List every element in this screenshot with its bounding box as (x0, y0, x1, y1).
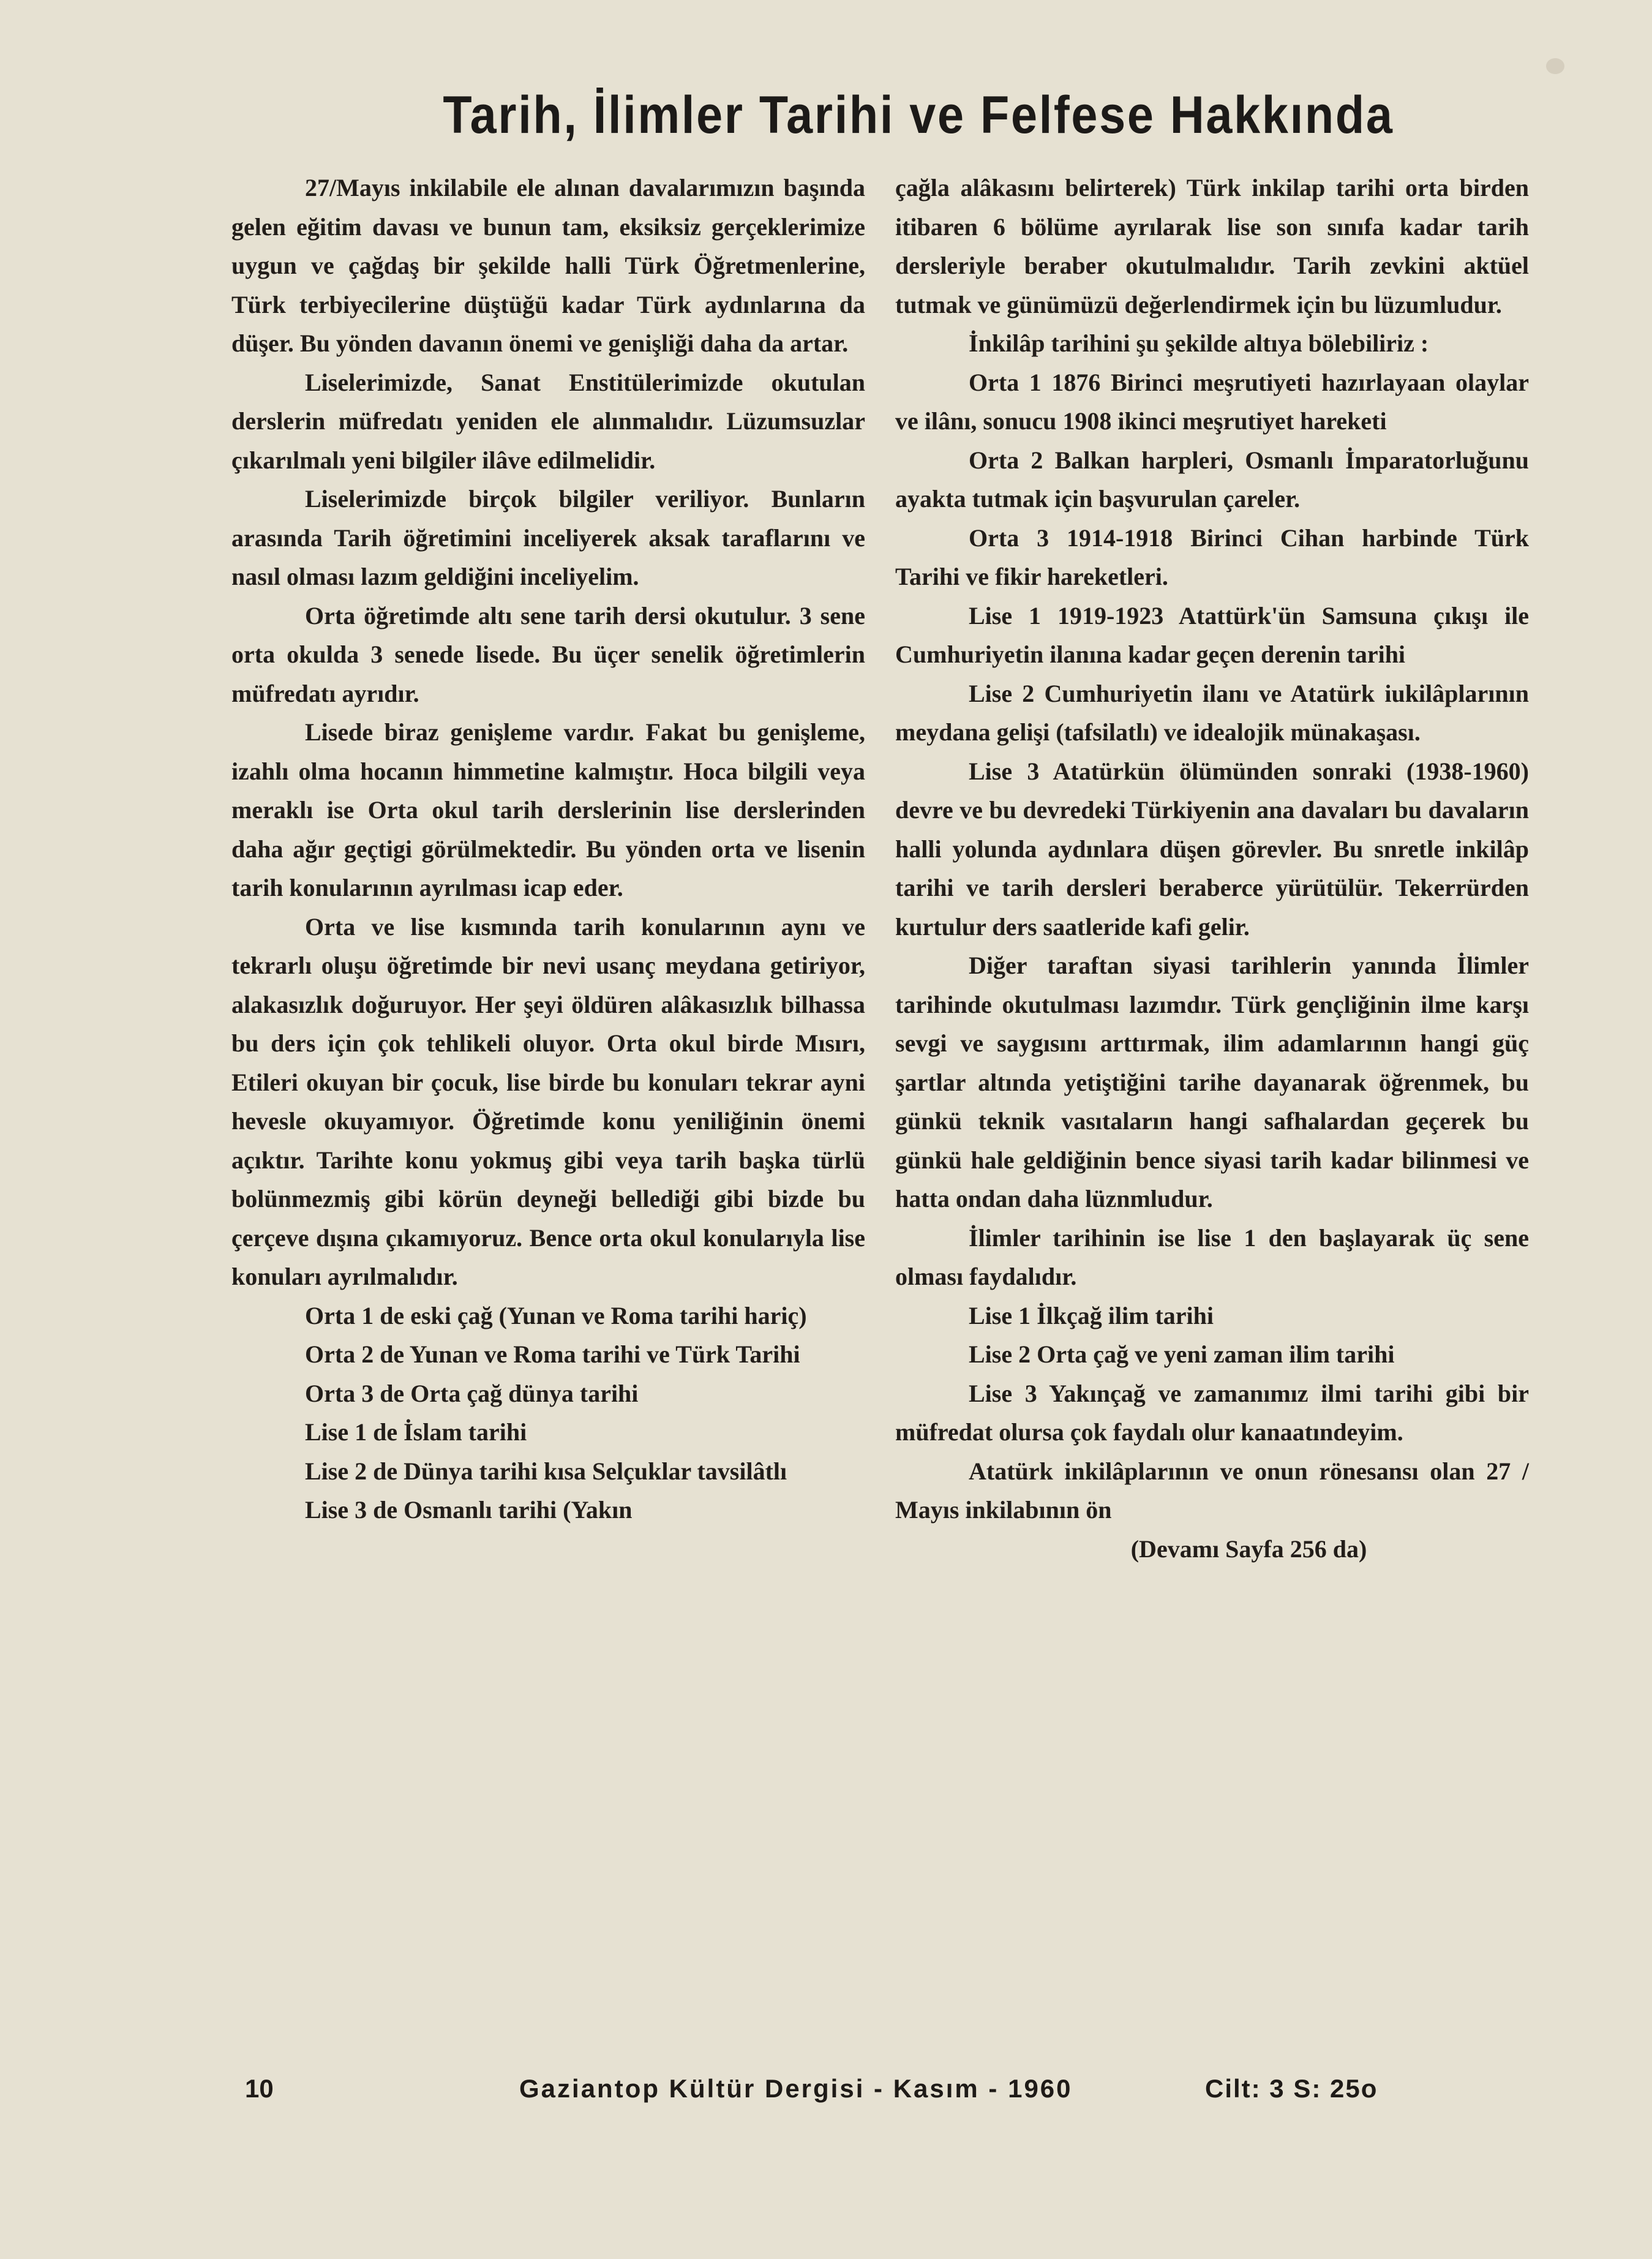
curriculum-item: Lise 1 1919-1923 Atattürk'ün Samsuna çıkışı ile Cumhuriyetin ilanına kadar geçen derenin tarihi (895, 601, 1529, 668)
curriculum-item: Lise 3 Atatürkün ölümünden sonraki (1938-1960) devre ve bu devredeki Türkiyenin ana davaları bu davaların halli yolunda aydınlara düşen görevler. Bu snretle inkilâp tarihi ve tarih dersleri beraberce yürütülür. Tekerrürden kurtulur ders saatleride kafi gelir. (895, 757, 1529, 941)
left-column (231, 168, 865, 1530)
curriculum-item: Orta 3 de Orta çağ dünya tarihi (305, 1379, 639, 1407)
paragraph: Orta ve lise kısmında tarih konularının aynı ve tekrarlı oluşu öğretimde bir nevi usanç meydana getiriyor, alakasızlık doğuruyor. Her şeyi öldüren alâkasızlık bilhassa bu ders için çok tehlikeli oluyor. Orta okul birde Mısırı, Etileri okuyan bir çocuk, lise birde bu konuları tekrar ayni hevesle okuyamıyor. Öğretimde konu yeniliğinin önemi açıktır. Tarihte konu yokmuş gibi veya tarih başka türlü bolünmezmiş gibi körün deyneği bellediği gibi bizde bu çerçeve dışına çıkamıyoruz. Bence orta okul konularıyla lise konuları ayrılmalıdır. (231, 912, 865, 1290)
curriculum-item: Lise 2 Cumhuriyetin ilanı ve Atatürk iukilâplarının meydana gelişi (tafsilatlı) ve idealojik münakaşası. (895, 679, 1529, 746)
paragraph: Liselerimizde birçok bilgiler veriliyor. Bunların arasında Tarih öğretimini inceliyerek aksak taraflarını ve nasıl olması lazım geldiğini inceliyelim. (231, 485, 865, 590)
paragraph: Liselerimizde, Sanat Enstitülerimizde okutulan derslerin müfredatı yeniden ele alınmalıdır. Lüzumsuzlar çıkarılmalı yeni bilgiler ilâve edilmelidir. (231, 368, 865, 474)
paragraph: Atatürk inkilâplarının ve onun rönesansı olan 27 / Mayıs inkilabının ön (895, 1457, 1529, 1524)
curriculum-item: Orta 2 Balkan harpleri, Osmanlı İmparatorluğunu ayakta tutmak için başvurulan çareler. (895, 446, 1529, 513)
curriculum-item: Lise 2 Orta çağ ve yeni zaman ilim tarihi (969, 1340, 1395, 1368)
paragraph: çağla alâkasını belirterek) Türk inkilap tarihi orta birden itibaren 6 bölüme ayrılarak lise son sınıfa kadar tarih dersleriyle beraber okutulmalıdır. Tarih zevkini aktüel tutmak ve günümüzü değerlendirmek için bu lüzumludur. (895, 174, 1529, 318)
curriculum-item: Lise 2 de Dünya tarihi kısa Selçuklar tavsilâtlı (305, 1457, 787, 1485)
curriculum-item: Lise 1 de İslam tarihi (305, 1418, 527, 1446)
curriculum-item: Orta 1 1876 Birinci meşrutiyeti hazırlayaan olaylar ve ilânı, sonucu 1908 ikinci meşrutiyet hareketi (895, 368, 1529, 435)
magazine-name: Gaziantop Kültür Dergisi - Kasım - 1960 (519, 2074, 1073, 2103)
paragraph: İnkilâp tarihini şu şekilde altıya bölebiliriz : (969, 329, 1429, 357)
curriculum-item: Orta 2 de Yunan ve Roma tarihi ve Türk Tarihi (305, 1340, 800, 1368)
volume-issue: Cilt: 3 S: 25o (1205, 2074, 1378, 2103)
curriculum-item: Lise 3 Yakınçağ ve zamanımız ilmi tarihi gibi bir müfredat olursa çok faydalı olur kanaatındeyim. (895, 1379, 1529, 1446)
curriculum-item: Orta 3 1914-1918 Birinci Cihan harbinde Türk Tarihi ve fikir hareketleri. (895, 524, 1529, 590)
paragraph: 27/Mayıs inkilabile ele alınan davalarımızın başında gelen eğitim davası ve bunun tam, eksiksiz gerçeklerimize uygun ve çağdaş bir şekilde halli Türk Öğretmenlerine, Türk terbiyecilerine düştüğü kadar Türk aydınlarına da düşer. Bu yönden davanın önemi ve genişliği daha da artar. (231, 174, 865, 357)
right-column (895, 168, 1529, 1568)
paragraph: Diğer taraftan siyasi tarihlerin yanında İlimler tarihinde okutulması lazımdır. Türk gençliğinin ilme karşı sevgi ve saygısını arttırmak, ilim adamlarının hangi güç şartlar altında yetiştiğini tarihe dayanarak öğrenmek, bu günkü teknik vasıtaların hangi safhalardan geçerek bu günkü hale geldiğinin bence siyasi tarih kadar bilinmesi ve hatta ondan daha lüznmludur. (895, 952, 1529, 1212)
curriculum-item: Lise 3 de Osmanlı tarihi (Yakın (305, 1496, 633, 1524)
page-footer (231, 2067, 1481, 2111)
paragraph: Lisede biraz genişleme vardır. Fakat bu genişleme, izahlı olma hocanın himmetine kalmıştır. Hoca bilgili veya meraklı ise Orta okul tarih derslerinin lise derslerinden daha ağır geçtigi görülmektedir. Bu yönden orta ve lisenin tarih konularının ayrılması icap eder. (231, 718, 865, 901)
curriculum-item: Lise 1 İlkçağ ilim tarihi (969, 1301, 1214, 1329)
article-title: Tarih, İlimler Tarihi ve Felfese Hakkında (443, 86, 1394, 145)
paragraph: Orta öğretimde altı sene tarih dersi okutulur. 3 sene orta okulda 3 senede lisede. Bu üçer senelik öğretimlerin müfredatı ayrıdır. (231, 601, 865, 707)
page-number: 10 (245, 2074, 274, 2103)
paragraph: İlimler tarihinin ise lise 1 den başlayarak üç sene olması faydalıdır. (895, 1223, 1529, 1290)
continued-note: (Devamı Sayfa 256 da) (1130, 1535, 1367, 1563)
curriculum-item: Orta 1 de eski çağ (Yunan ve Roma tarihi hariç) (305, 1301, 807, 1329)
paper-smudge (1546, 58, 1564, 74)
